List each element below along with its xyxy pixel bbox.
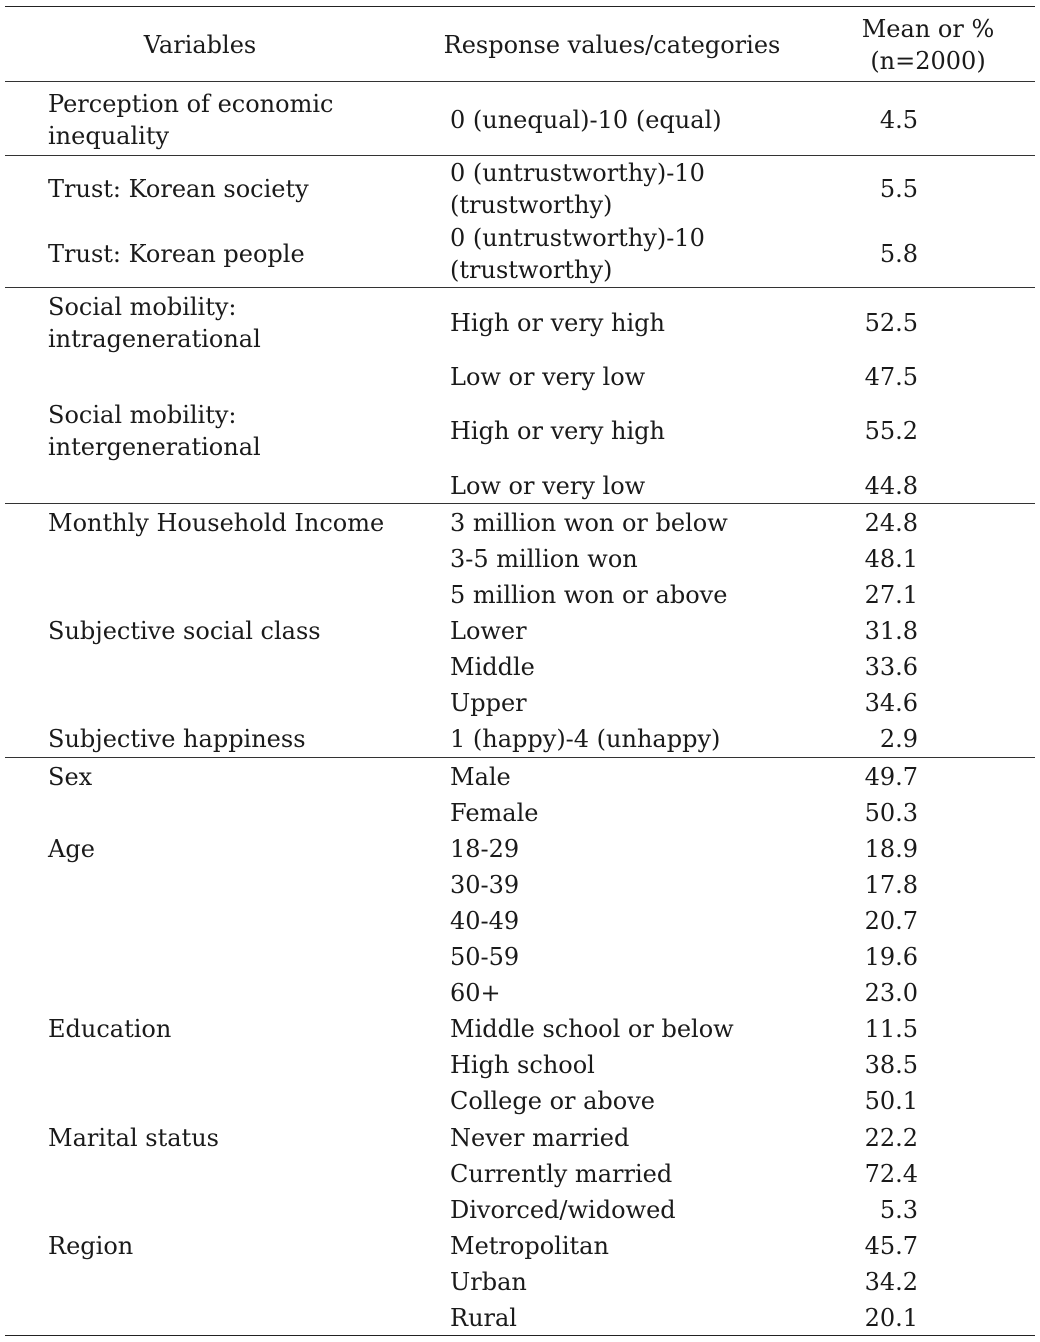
- response-category: Never married: [450, 1124, 630, 1152]
- header-rule: [5, 81, 1035, 82]
- variable-label: Education: [48, 1015, 172, 1043]
- response-category: Low or very low: [450, 472, 646, 500]
- response-category: Lower: [450, 617, 527, 645]
- variable-label: Subjective social class: [48, 617, 321, 645]
- mean-value: 55.2: [864, 417, 918, 445]
- group-rule: [5, 155, 1035, 156]
- mean-value: 4.5: [879, 106, 918, 134]
- mean-value: 45.7: [864, 1232, 918, 1260]
- response-category: 1 (happy)-4 (unhappy): [450, 725, 721, 753]
- mean-value: 47.5: [864, 363, 918, 391]
- mean-value: 18.9: [864, 835, 918, 863]
- response-category: 0 (unequal)-10 (equal): [450, 106, 722, 134]
- mean-value: 31.8: [864, 617, 918, 645]
- variable-label: Social mobility:: [48, 401, 237, 429]
- response-category: Low or very low: [450, 363, 646, 391]
- header-response: Response values/categories: [443, 31, 781, 59]
- header-mean-line1: Mean or %: [861, 15, 995, 43]
- variable-label: Sex: [48, 763, 93, 791]
- response-category: Middle school or below: [450, 1015, 734, 1043]
- mean-value: 44.8: [864, 472, 918, 500]
- variable-label: Age: [48, 835, 95, 863]
- mean-value: 34.6: [864, 689, 918, 717]
- response-category: 0 (untrustworthy)-10: [450, 224, 705, 252]
- mean-value: 23.0: [864, 979, 918, 1007]
- response-category: High school: [450, 1051, 595, 1079]
- mean-value: 50.1: [864, 1087, 918, 1115]
- variable-label: Marital status: [48, 1124, 219, 1152]
- mean-value: 24.8: [864, 509, 918, 537]
- variable-label: inequality: [48, 122, 170, 150]
- variable-label: Region: [48, 1232, 134, 1260]
- mean-value: 20.7: [864, 907, 918, 935]
- response-category: Upper: [450, 689, 527, 717]
- group-rule: [5, 287, 1035, 288]
- variable-label: intergenerational: [48, 433, 261, 461]
- response-category: 50-59: [450, 943, 520, 971]
- response-category: Divorced/widowed: [450, 1196, 676, 1224]
- response-category: Currently married: [450, 1160, 673, 1188]
- variable-label: Social mobility:: [48, 293, 237, 321]
- header-mean-line2: (n=2000): [870, 47, 986, 75]
- response-category: High or very high: [450, 309, 665, 337]
- response-category: Rural: [450, 1304, 517, 1332]
- mean-value: 34.2: [864, 1268, 918, 1296]
- response-category: (trustworthy): [450, 256, 613, 284]
- response-category: 60+: [450, 979, 501, 1007]
- mean-value: 50.3: [864, 799, 918, 827]
- group-rule: [5, 503, 1035, 504]
- mean-value: 22.2: [864, 1124, 918, 1152]
- response-category: Urban: [450, 1268, 527, 1296]
- response-category: College or above: [450, 1087, 655, 1115]
- mean-value: 5.5: [879, 175, 918, 203]
- response-category: 18-29: [450, 835, 520, 863]
- response-category: 40-49: [450, 907, 520, 935]
- mean-value: 52.5: [864, 309, 918, 337]
- mean-value: 49.7: [864, 763, 918, 791]
- variable-label: Monthly Household Income: [48, 509, 385, 537]
- response-category: 0 (untrustworthy)-10: [450, 159, 705, 187]
- mean-value: 33.6: [864, 653, 918, 681]
- mean-value: 11.5: [864, 1015, 918, 1043]
- mean-value: 5.3: [879, 1196, 918, 1224]
- mean-value: 38.5: [864, 1051, 918, 1079]
- mean-value: 72.4: [864, 1160, 918, 1188]
- response-category: 5 million won or above: [450, 581, 728, 609]
- mean-value: 5.8: [879, 240, 918, 268]
- variable-label: Perception of economic: [48, 90, 334, 118]
- response-category: Middle: [450, 653, 535, 681]
- response-category: 3-5 million won: [450, 545, 638, 573]
- mean-value: 48.1: [864, 545, 918, 573]
- header-variables: Variables: [143, 31, 257, 59]
- response-category: (trustworthy): [450, 191, 613, 219]
- group-rule: [5, 757, 1035, 758]
- mean-value: 17.8: [864, 871, 918, 899]
- mean-value: 20.1: [864, 1304, 918, 1332]
- response-category: 30-39: [450, 871, 520, 899]
- mean-value: 27.1: [864, 581, 918, 609]
- variable-label: Trust: Korean people: [48, 240, 305, 268]
- variable-label: intragenerational: [48, 325, 261, 353]
- mean-value: 2.9: [879, 725, 918, 753]
- response-category: 3 million won or below: [450, 509, 728, 537]
- mean-value: 19.6: [864, 943, 918, 971]
- top-rule: [5, 6, 1035, 7]
- variable-label: Subjective happiness: [48, 725, 306, 753]
- response-category: Female: [450, 799, 539, 827]
- response-category: High or very high: [450, 417, 665, 445]
- variable-label: Trust: Korean society: [48, 175, 309, 203]
- response-category: Male: [450, 763, 511, 791]
- response-category: Metropolitan: [450, 1232, 609, 1260]
- bottom-rule: [5, 1335, 1035, 1336]
